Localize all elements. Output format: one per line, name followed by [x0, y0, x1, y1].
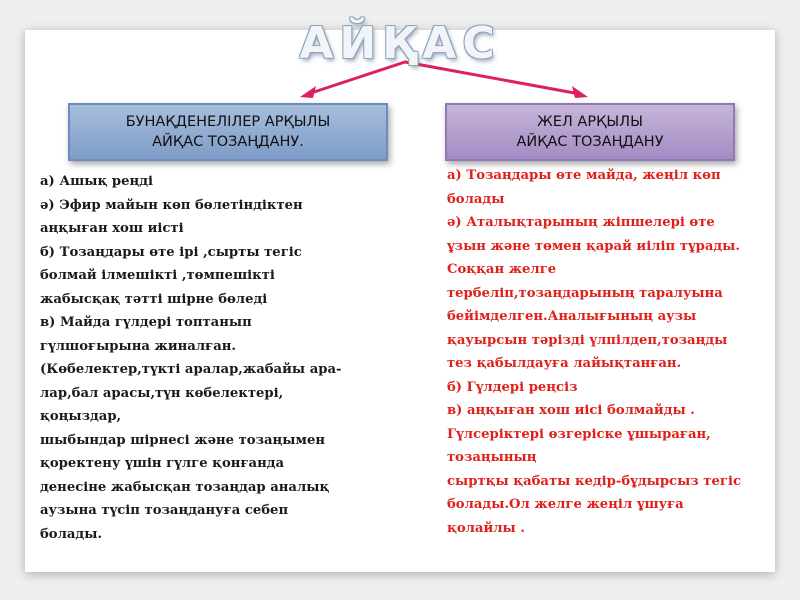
text-line: тез қабылдауға лайықтанған. [447, 356, 682, 371]
arrow-right-head [572, 86, 588, 98]
slide-title: АЙҚАС [299, 18, 501, 69]
text-line: б) Тозаңдары өте ірі ,сырты тегіс [40, 244, 302, 260]
text-line: болады [447, 191, 505, 207]
text-line: а) Ашық реңді [40, 174, 154, 189]
text-line: (Көбелектер,түкті аралар,жабайы ара- [40, 362, 342, 377]
text-line: сыртқы қабаты кедір-бұдырсыз тегіс [447, 473, 741, 489]
text-line: қауырсын тәрізді үлпілдеп,тозаңды [447, 332, 728, 348]
wind-pollination-header [445, 103, 735, 161]
insect-pollination-text [40, 170, 380, 546]
text-line: болмай ілмешікті ,төмпешікті [40, 268, 275, 283]
text-line: в) аңқыған хош иісі болмайды . [447, 403, 695, 418]
text-line: аңқыған хош иісті [40, 221, 184, 236]
wind-header-line-1: ЖЕЛ АРҚЫЛЫ [537, 114, 643, 130]
text-line: болады.Ол желге жеңіл ұшуға [447, 497, 684, 512]
text-line: Гүлсеріктері өзгеріске ұшыраған, [447, 426, 711, 442]
text-line: болады. [40, 526, 103, 542]
text-line: лар,бал арасы,түн көбелектері, [40, 385, 284, 401]
text-line: тербеліп,тозаңдарының таралуына [447, 285, 723, 301]
text-line: в) Майда гүлдері топтанып [40, 315, 252, 330]
text-line: гүлшоғырына жиналған. [40, 338, 237, 354]
text-line: жабысқақ тәтті шірне бөледі [40, 291, 268, 307]
text-line: қоңыздар, [40, 409, 122, 424]
text-line: ә) Эфир майын көп бөлетіндіктен [40, 197, 303, 213]
text-line: аузына түсіп тозаңдануға себеп [40, 503, 289, 518]
text-line: қоректену үшін гүлге қонғанда [40, 456, 285, 471]
wind-pollination-text [447, 164, 792, 540]
wind-header-line-2: АЙҚАС ТОЗАҢДАНУ [516, 134, 664, 150]
arrow-left-head [300, 86, 316, 98]
insect-header-line-1: БУНАҚДЕНЕЛІЛЕР АРҚЫЛЫ [125, 114, 331, 130]
text-line: Соққан желге [447, 262, 557, 277]
text-line: ә) Аталықтарының жіпшелері өте [447, 215, 715, 230]
text-line: а) Тозаңдары өте майда, жеңіл көп [447, 168, 721, 183]
text-line: қолайлы . [447, 520, 525, 536]
text-line: шыбындар шірнесі және тозаңымен [40, 432, 326, 448]
insect-pollination-header [68, 103, 388, 161]
text-line: ұзын және төмен қарай иіліп тұрады. [447, 238, 740, 254]
text-line: б) Гүлдері реңсіз [447, 379, 578, 395]
text-line: тозаңының [447, 450, 537, 465]
text-line: денесіне жабысқан тозаңдар аналық [40, 479, 330, 495]
insect-header-line-2: АЙҚАС ТОЗАҢДАНУ. [152, 134, 304, 150]
text-line: бейімделген.Аналығының аузы [447, 309, 697, 324]
